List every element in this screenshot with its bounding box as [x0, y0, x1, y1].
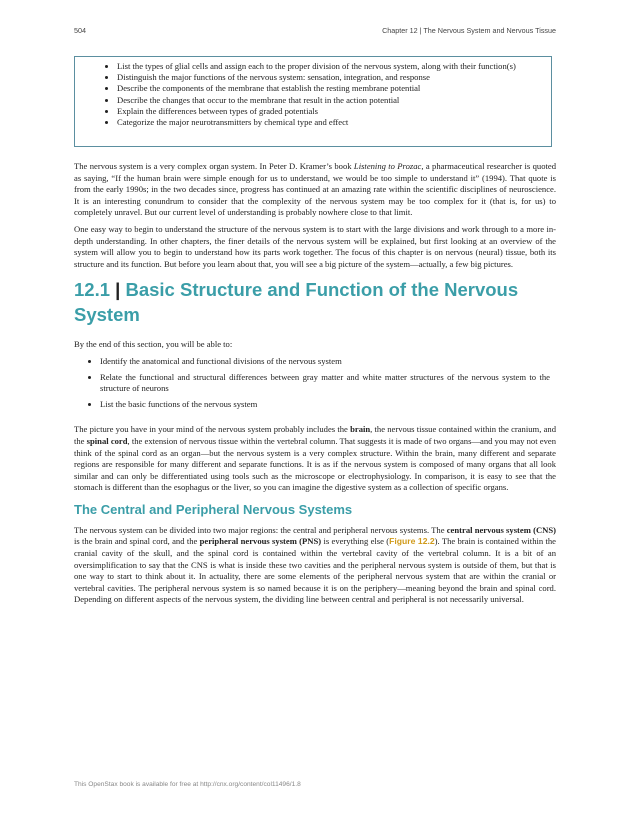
running-header	[74, 26, 556, 38]
objectives-intro: By the end of this section, you will be able to:	[74, 339, 233, 350]
text-run: The nervous system can be divided into two major regions: the central and peripheral nervous systems. The	[74, 524, 447, 535]
section-number: 12.1	[74, 279, 111, 301]
list-item: • List the types of glial cells and assign each to the proper division of the nervous system, along with their function(s)	[117, 61, 543, 72]
text-run: , the extension of nervous tissue within the vertebral column. That suggests it is made of two organs—and you may not even think of the spinal cord as an organ—but the nervous system is a very complex structure. Within the brain, many different and separate regions are responsible for many different and separate functions. It is as if the nervous system is composed of many organs that all look similar and can only be differentiated using tools such as the microscope or electrophysiology. In comparison, it is easy to see that the stomach is different than the esophagus or the liver, so you can imagine the digestive system as a collection of specific organs.	[74, 435, 556, 493]
text-run: is the brain and spinal cord, and the	[74, 536, 200, 547]
list-item: • Explain the differences between types of graded potentials	[117, 106, 543, 117]
figure-reference-link[interactable]: Figure 12.2	[389, 536, 435, 547]
section-separator: |	[115, 279, 121, 301]
text-run: The picture you have in your mind of the nervous system probably includes the	[74, 424, 351, 435]
key-term-brain: brain	[350, 424, 371, 435]
list-item: • Distinguish the major functions of the nervous system: sensation, integration, and response	[117, 72, 543, 83]
book-title: Listening to Prozac	[353, 161, 422, 171]
key-term-spinal-cord: spinal cord	[86, 435, 128, 446]
chapter-objectives-list	[75, 57, 551, 128]
text-run: ). The brain is contained within the cranial cavity of the skull, and the spinal cord is contained within the vertebral cavity of the vertebral column. It is a bit of an oversimplification to say that the CNS is what is inside these two cavities and the peripheral nervous system is outside of them, but that is one way to start to think about it. In actuality, there are some elements of the peripheral nervous system that are within the cranial or vertebral cavities. The peripheral nervous system is so named because it is on the periphery—meaning beyond the brain and spinal cord. Depending on different aspects of the nervous system, the dividing line between central and peripheral is not necessarily universal.	[74, 536, 556, 605]
key-term-pns: peripheral nervous system (PNS)	[199, 536, 322, 547]
intro-paragraph-1	[74, 161, 556, 219]
list-item: • Describe the components of the membrane that establish the resting membrane potential	[117, 83, 543, 94]
chapter-title: Chapter 12 | The Nervous System and Nervous Tissue	[382, 26, 556, 35]
list-item: • Describe the changes that occur to the membrane that result in the action potential	[117, 95, 543, 106]
list-item: • Identify the anatomical and functional divisions of the nervous system	[100, 356, 550, 368]
subsection-heading: The Central and Peripheral Nervous Systems	[74, 501, 353, 517]
chapter-objectives-box	[74, 56, 552, 147]
section-paragraph	[74, 424, 556, 494]
section-objectives-list	[74, 356, 556, 410]
text-run: , a pharmaceutical researcher is quoted as saying, “If the human brain were simple enough for us to understand, we would be too simple to understand it” (1994). That quote is from the early 1990s; in the two decades since, progress has continued at an amazing rate within the scientific disciplines of neuroscience. It is an interesting conundrum to consider that the complexity of the nervous system may be too complex for it (that is, for us) to completely unravel. But our current level of understanding is probably nowhere close to that limit.	[74, 161, 556, 218]
subsection-paragraph	[74, 525, 556, 606]
list-item: • Relate the functional and structural differences between gray matter and white matter structures of the nervous system to the structure of neurons	[100, 372, 550, 395]
text-run: is everything else (	[321, 536, 390, 547]
list-item: • List the basic functions of the nervous system	[100, 399, 550, 411]
key-term-cns: central nervous system (CNS)	[446, 524, 556, 535]
section-heading	[74, 277, 556, 327]
intro-paragraph-2: One easy way to begin to understand the structure of the nervous system is to start with the large divisions and work through to a more in-depth understanding. In other chapters, the finer details of the nervous system will be explained, but first looking at an overview of the system will allow you to begin to understand how its parts work together. The focus of this chapter is on nervous (neural) tissue, both its structure and its function. But before you learn about that, you will see a big picture of the system—actually, a few big pictures.	[74, 223, 556, 269]
list-item: • Categorize the major neurotransmitters by chemical type and effect	[117, 117, 543, 128]
page-number: 504	[74, 26, 86, 35]
text-run: , the nervous tissue contained within the cranium, and the	[74, 424, 557, 446]
section-title: Basic Structure and Function of the Nervous System	[74, 279, 519, 326]
page-footer: This OpenStax book is available for free at http://cnx.org/content/col11496/1.8	[74, 781, 301, 788]
main-content	[74, 161, 556, 611]
text-run: The nervous system is a very complex organ system. In Peter D. Kramer’s book	[74, 161, 354, 171]
